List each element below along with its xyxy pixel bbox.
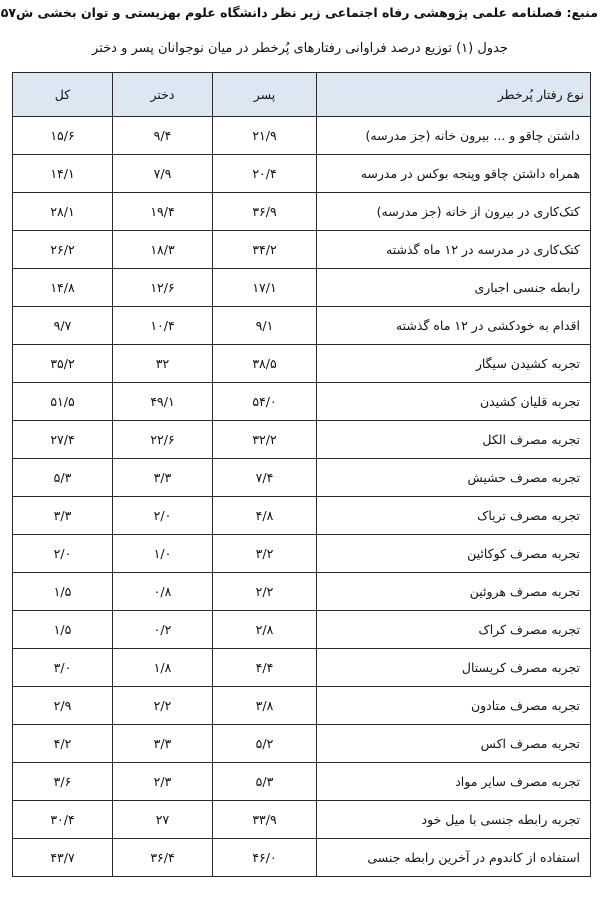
cell-boys: ۵/۳ (213, 763, 317, 801)
cell-girls: ۲۲/۶ (113, 421, 213, 459)
table-row (13, 763, 591, 801)
cell-total: ۱۴/۱ (13, 155, 113, 193)
table-row (13, 611, 591, 649)
cell-boys: ۹/۱ (213, 307, 317, 345)
cell-girls: ۱/۸ (113, 649, 213, 687)
cell-boys: ۳۸/۵ (213, 345, 317, 383)
header-boys: پسر (213, 73, 317, 117)
cell-behavior: تجربه مصرف اکس (317, 725, 591, 763)
cell-behavior: همراه داشتن چاقو وپنجه بوکس در مدرسه (317, 155, 591, 193)
cell-girls: ۳۲ (113, 345, 213, 383)
cell-boys: ۲/۸ (213, 611, 317, 649)
cell-behavior: تجربه مصرف متادون (317, 687, 591, 725)
cell-behavior: کتک‌کاری در بیرون از خانه (جز مدرسه) (317, 193, 591, 231)
cell-behavior: تجربه قلیان کشیدن (317, 383, 591, 421)
cell-girls: ۴۹/۱ (113, 383, 213, 421)
cell-girls: ۰/۲ (113, 611, 213, 649)
cell-total: ۵۱/۵ (13, 383, 113, 421)
cell-behavior: تجربه مصرف سایر مواد (317, 763, 591, 801)
cell-total: ۱۴/۸ (13, 269, 113, 307)
cell-boys: ۴/۸ (213, 497, 317, 535)
cell-boys: ۲/۲ (213, 573, 317, 611)
table-row (13, 649, 591, 687)
cell-total: ۹/۷ (13, 307, 113, 345)
table-row (13, 421, 591, 459)
cell-behavior: تجربه مصرف حشیش (317, 459, 591, 497)
header-girls: دختر (113, 73, 213, 117)
table-row (13, 725, 591, 763)
cell-total: ۲/۰ (13, 535, 113, 573)
table-row (13, 839, 591, 877)
table-row (13, 307, 591, 345)
cell-behavior: تجربه کشیدن سیگار (317, 345, 591, 383)
cell-total: ۳۰/۴ (13, 801, 113, 839)
cell-girls: ۳۶/۴ (113, 839, 213, 877)
cell-girls: ۳/۳ (113, 459, 213, 497)
cell-girls: ۱۰/۴ (113, 307, 213, 345)
cell-boys: ۳۴/۲ (213, 231, 317, 269)
cell-boys: ۵۴/۰ (213, 383, 317, 421)
cell-total: ۲۸/۱ (13, 193, 113, 231)
table-header-row (13, 73, 591, 117)
cell-behavior: تجربه مصرف کریستال (317, 649, 591, 687)
cell-total: ۲۷/۴ (13, 421, 113, 459)
cell-behavior: استفاده از کاندوم در آخرین رابطه جنسی (317, 839, 591, 877)
cell-girls: ۱/۰ (113, 535, 213, 573)
table-row (13, 269, 591, 307)
table-row (13, 155, 591, 193)
table-row (13, 345, 591, 383)
table-row (13, 687, 591, 725)
cell-total: ۴/۲ (13, 725, 113, 763)
table-row (13, 383, 591, 421)
cell-girls: ۱۹/۴ (113, 193, 213, 231)
cell-girls: ۳/۳ (113, 725, 213, 763)
cell-girls: ۲۷ (113, 801, 213, 839)
cell-behavior: اقدام به خودکشی در ۱۲ ماه گذشته (317, 307, 591, 345)
cell-boys: ۴۶/۰ (213, 839, 317, 877)
cell-behavior: کتک‌کاری در مدرسه در ۱۲ ماه گذشته (317, 231, 591, 269)
cell-total: ۱/۵ (13, 611, 113, 649)
table-row (13, 801, 591, 839)
cell-total: ۳/۶ (13, 763, 113, 801)
cell-total: ۲/۹ (13, 687, 113, 725)
header-total: کل (13, 73, 113, 117)
cell-boys: ۳/۲ (213, 535, 317, 573)
cell-total: ۱۵/۶ (13, 117, 113, 155)
cell-boys: ۳۶/۹ (213, 193, 317, 231)
table-caption: جدول (۱) توزیع درصد فراوانی رفتارهای پُرخطر در میان نوجوانان پسر و دختر (92, 41, 508, 56)
cell-girls: ۲/۳ (113, 763, 213, 801)
cell-behavior: تجربه مصرف کراک (317, 611, 591, 649)
table-row (13, 231, 591, 269)
cell-total: ۳/۳ (13, 497, 113, 535)
cell-boys: ۷/۴ (213, 459, 317, 497)
source-citation: منبع: فصلنامه علمی پژوهشی رفاه اجتماعی زیر نظر دانشگاه علوم بهزیستی و توان بخشی ش۵۷ (0, 5, 598, 20)
cell-total: ۲۶/۲ (13, 231, 113, 269)
cell-boys: ۳۳/۹ (213, 801, 317, 839)
cell-boys: ۲۱/۹ (213, 117, 317, 155)
table-row (13, 573, 591, 611)
table-body (13, 117, 591, 877)
cell-total: ۵/۳ (13, 459, 113, 497)
table-row (13, 193, 591, 231)
cell-behavior: داشتن چاقو و ... بیرون خانه (جز مدرسه) (317, 117, 591, 155)
cell-boys: ۱۷/۱ (213, 269, 317, 307)
table-row (13, 117, 591, 155)
cell-boys: ۳/۸ (213, 687, 317, 725)
cell-girls: ۲/۰ (113, 497, 213, 535)
cell-boys: ۳۲/۲ (213, 421, 317, 459)
cell-total: ۱/۵ (13, 573, 113, 611)
cell-behavior: تجربه مصرف هروئین (317, 573, 591, 611)
cell-boys: ۲۰/۴ (213, 155, 317, 193)
header-behavior: نوع رفتار پُرخطر (317, 73, 591, 117)
risk-behavior-table (12, 72, 591, 877)
cell-total: ۳۵/۲ (13, 345, 113, 383)
cell-behavior: تجربه رابطه جنسی با میل خود (317, 801, 591, 839)
cell-girls: ۰/۸ (113, 573, 213, 611)
cell-girls: ۱۲/۶ (113, 269, 213, 307)
cell-total: ۳/۰ (13, 649, 113, 687)
cell-total: ۴۳/۷ (13, 839, 113, 877)
cell-girls: ۲/۲ (113, 687, 213, 725)
cell-behavior: تجربه مصرف تریاک (317, 497, 591, 535)
table-row (13, 459, 591, 497)
table-row (13, 535, 591, 573)
cell-behavior: تجربه مصرف کوکائین (317, 535, 591, 573)
cell-behavior: تجربه مصرف الکل (317, 421, 591, 459)
cell-behavior: رابطه جنسی اجباری (317, 269, 591, 307)
cell-girls: ۱۸/۳ (113, 231, 213, 269)
cell-girls: ۹/۴ (113, 117, 213, 155)
cell-girls: ۷/۹ (113, 155, 213, 193)
cell-boys: ۵/۲ (213, 725, 317, 763)
table-row (13, 497, 591, 535)
cell-boys: ۴/۴ (213, 649, 317, 687)
